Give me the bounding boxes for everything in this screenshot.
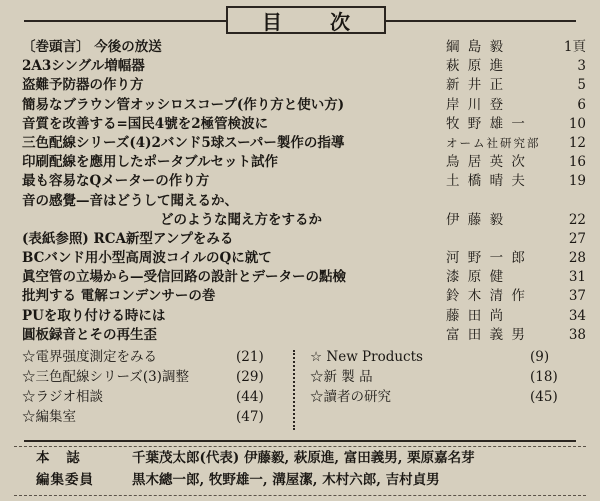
- toc-row[interactable]: [14, 268, 586, 287]
- toc-row[interactable]: [14, 115, 586, 134]
- staff-label: 編集委員: [36, 472, 94, 488]
- toc-author: 萩 原 進: [446, 58, 506, 75]
- toc-author: 河 野 一 郎: [446, 250, 527, 267]
- toc-title: 批判する 電解コンデンサーの巻: [22, 288, 216, 305]
- staff-row: [14, 469, 586, 491]
- toc-author: 伊 藤 毅: [446, 211, 506, 228]
- toc-page: 10: [568, 115, 586, 132]
- toc-author: 鈴 木 清 作: [446, 288, 527, 305]
- misc-right-page: (45): [530, 389, 558, 405]
- misc-left-title[interactable]: ☆ラジオ相談: [22, 389, 103, 405]
- toc-title-box: [226, 6, 386, 34]
- toc-row[interactable]: [14, 57, 586, 76]
- toc-author: 鳥 居 英 次: [446, 154, 527, 171]
- toc-author: 綱 島 毅: [446, 39, 506, 55]
- staff-label: 本 誌: [36, 450, 86, 466]
- title-char-2: 次: [330, 9, 350, 34]
- toc-row[interactable]: [14, 134, 586, 153]
- misc-row: [14, 347, 586, 367]
- toc-list: [14, 38, 586, 345]
- toc-row[interactable]: [14, 230, 586, 249]
- misc-left-title[interactable]: ☆電界强度測定をみる: [22, 349, 157, 365]
- toc-title: 三色配線シリーズ(4)2バンド5球スーパー製作の指導: [22, 134, 345, 151]
- toc-page: 38: [568, 326, 586, 343]
- toc-row[interactable]: [14, 192, 586, 211]
- toc-author: オーム社研究部: [446, 135, 541, 150]
- misc-row: [14, 407, 586, 427]
- footer-rule: [24, 440, 576, 442]
- title-char-1: 目: [262, 9, 282, 34]
- toc-title: 音の感覺—音はどうして聞えるか、: [22, 192, 238, 209]
- toc-row[interactable]: [14, 172, 586, 191]
- toc-page: 34: [568, 307, 586, 324]
- toc-page: 37: [568, 288, 586, 305]
- toc-page: 22: [568, 211, 586, 228]
- toc-title: 簡易なブラウン管オッシロスコープ(作り方と使い方): [22, 96, 345, 113]
- toc-row[interactable]: [14, 326, 586, 345]
- toc-header: [0, 6, 600, 36]
- toc-title: 眞空管の立場から—受信回路の設計とデーターの點檢: [22, 269, 346, 286]
- toc-page: 5: [577, 77, 586, 94]
- toc-title: 音質を改善する=国民4號を2極管検波に: [22, 115, 269, 132]
- toc-page: 31: [568, 269, 586, 286]
- misc-row: [14, 387, 586, 407]
- toc-author: 新 井 正: [446, 77, 506, 94]
- misc-left-title[interactable]: ☆編集室: [22, 409, 76, 425]
- staff-row: [14, 447, 586, 469]
- misc-left-page: (44): [236, 389, 264, 405]
- misc-right-title[interactable]: ☆讀者の研究: [310, 389, 391, 405]
- misc-left-page: (47): [236, 409, 264, 425]
- editorial-staff: [14, 446, 586, 496]
- toc-row[interactable]: [14, 76, 586, 95]
- toc-author: 藤 田 尚: [446, 307, 506, 324]
- toc-page: 1頁: [563, 39, 586, 55]
- misc-left-page: (21): [236, 349, 264, 365]
- misc-list: [14, 347, 586, 427]
- toc-title: 圓板録音とその再生歪: [22, 326, 157, 343]
- misc-right-title[interactable]: ☆ New Products: [310, 349, 423, 365]
- toc-title: 盗難予防器の作り方: [22, 77, 144, 94]
- toc-author: 土 橋 晴 夫: [446, 173, 527, 190]
- toc-row[interactable]: [14, 249, 586, 268]
- toc-row[interactable]: [14, 38, 586, 57]
- toc-title: 〔巻頭言〕 今後の放送: [22, 39, 162, 55]
- toc-page: 12: [568, 134, 586, 151]
- staff-names: 黒木總一郎, 牧野雄一, 溝屋潔, 木村六郎, 吉村貞男: [132, 472, 440, 488]
- toc-author: 牧 野 雄 一: [446, 115, 527, 132]
- toc-page: 28: [568, 250, 586, 267]
- toc-row[interactable]: [14, 211, 586, 230]
- toc-page: 6: [577, 96, 586, 113]
- misc-right-page: (18): [530, 369, 558, 385]
- toc-title: BCバンド用小型高周波コイルのQに就て: [22, 250, 272, 267]
- toc-page: 3: [577, 58, 586, 75]
- toc-page: 19: [568, 173, 586, 190]
- misc-row: [14, 367, 586, 387]
- misc-right-title[interactable]: ☆新 製 品: [310, 369, 373, 385]
- toc-title: 最も容易なQメーターの作り方: [22, 173, 210, 190]
- toc-page: 16: [568, 154, 586, 171]
- toc-page: 27: [568, 230, 586, 247]
- misc-left-page: (29): [236, 369, 264, 385]
- toc-title: (表紙参照) RCA新型アンプをみる: [22, 230, 234, 247]
- toc-title: PUを取り付ける時には: [22, 307, 166, 324]
- toc-row[interactable]: [14, 287, 586, 306]
- toc-title: どのような聞え方をするか: [160, 211, 322, 228]
- toc-author: 富 田 義 男: [446, 326, 527, 343]
- toc-title: 2A3シングル増幅器: [22, 58, 145, 75]
- toc-title: 印刷配線を應用したポータブルセット試作: [22, 154, 278, 171]
- misc-left-title[interactable]: ☆三色配線シリーズ(3)調整: [22, 369, 189, 385]
- toc-row[interactable]: [14, 307, 586, 326]
- toc-author: 岸 川 登: [446, 96, 506, 113]
- toc-row[interactable]: [14, 153, 586, 172]
- toc-author: 漆 原 健: [446, 269, 506, 286]
- misc-right-page: (9): [530, 349, 550, 365]
- toc-row[interactable]: [14, 96, 586, 115]
- staff-names: 千葉茂太郎(代表) 伊藤毅, 萩原進, 富田義男, 栗原嘉名芽: [132, 450, 475, 466]
